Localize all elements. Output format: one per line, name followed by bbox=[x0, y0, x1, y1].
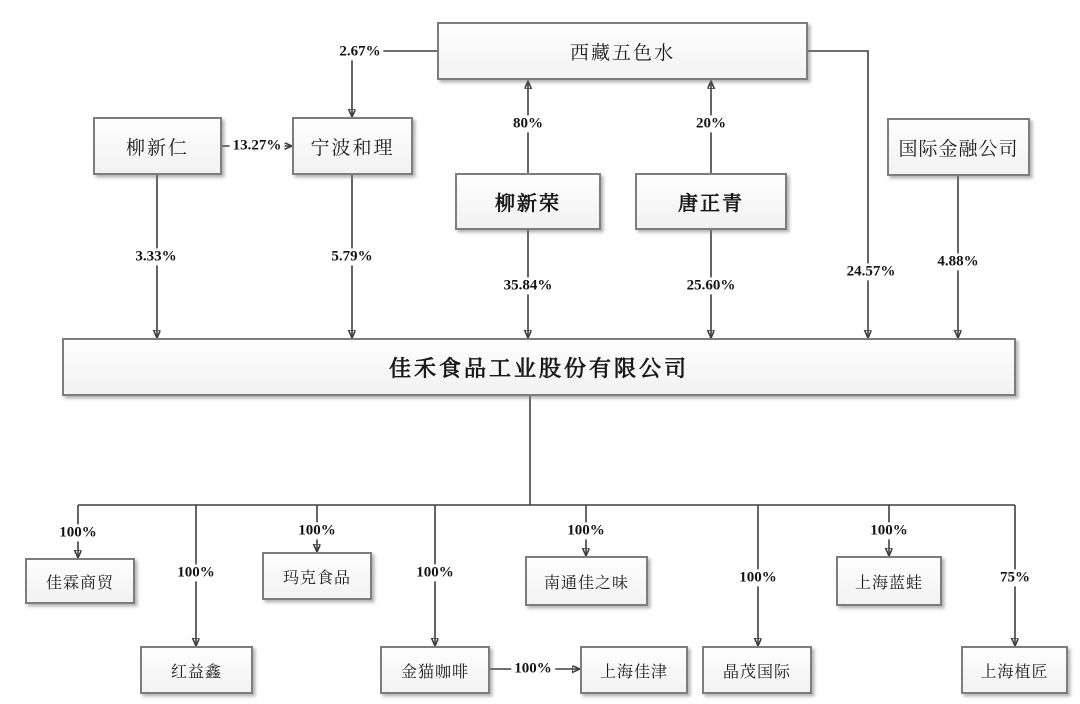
ownership-label-24-57: 24.57% bbox=[844, 263, 899, 280]
node-guoji-jinrong-gongsi: 国际金融公司 bbox=[887, 118, 1030, 176]
ownership-label-35-84: 35.84% bbox=[501, 277, 556, 294]
node-make-shipin: 玛克食品 bbox=[262, 552, 372, 600]
node-ningbo-heli: 宁波和理 bbox=[292, 117, 413, 175]
node-jinmao-kafei: 金猫咖啡 bbox=[380, 646, 490, 694]
ownership-label-2-67: 2.67% bbox=[336, 43, 383, 60]
ownership-label-20: 20% bbox=[693, 115, 729, 132]
node-shanghai-zhijiang: 上海植匠 bbox=[961, 646, 1068, 694]
connector-xizang-to-main bbox=[808, 51, 868, 338]
ownership-label-13-27: 13.27% bbox=[230, 137, 285, 154]
ownership-label-100-jiajin: 100% bbox=[511, 660, 555, 677]
ownership-label-4-88: 4.88% bbox=[934, 253, 981, 270]
node-jialin-shangmao: 佳霖商贸 bbox=[25, 558, 135, 604]
ownership-label-5-79: 5.79% bbox=[328, 248, 375, 265]
ownership-label-25-60: 25.60% bbox=[684, 277, 739, 294]
node-shanghai-jiajin: 上海佳津 bbox=[580, 646, 688, 694]
ownership-label-100-hongyixin: 100% bbox=[174, 564, 218, 581]
ownership-label-100-jingmao: 100% bbox=[736, 569, 780, 586]
node-jiahe-foods: 佳禾食品工业股份有限公司 bbox=[62, 338, 1016, 396]
node-hongyixin: 红益鑫 bbox=[140, 646, 253, 694]
node-nantong-jiazhiwei: 南通佳之味 bbox=[525, 556, 648, 606]
ownership-label-75-zhijiang: 75% bbox=[997, 569, 1033, 586]
node-xizang-wuseshui: 西藏五色水 bbox=[437, 22, 808, 80]
node-liu-xinrong: 柳新荣 bbox=[455, 173, 601, 230]
ownership-label-100-jinmao: 100% bbox=[413, 564, 457, 581]
ownership-label-100-nantong: 100% bbox=[564, 522, 608, 539]
node-shanghai-lanwa: 上海蓝蛙 bbox=[836, 556, 942, 606]
ownership-label-100-make: 100% bbox=[295, 522, 339, 539]
ownership-label-100-lanwa: 100% bbox=[867, 522, 911, 539]
ownership-label-3-33: 3.33% bbox=[132, 248, 179, 265]
connector-xizang-to-ningbo bbox=[352, 51, 437, 117]
node-liu-xinren: 柳新仁 bbox=[93, 117, 222, 175]
ownership-label-80: 80% bbox=[510, 115, 546, 132]
node-tang-zhengqing: 唐正青 bbox=[635, 173, 787, 230]
ownership-label-100-jialin: 100% bbox=[56, 524, 100, 541]
node-jingmao-guoji: 晶茂国际 bbox=[702, 646, 812, 694]
